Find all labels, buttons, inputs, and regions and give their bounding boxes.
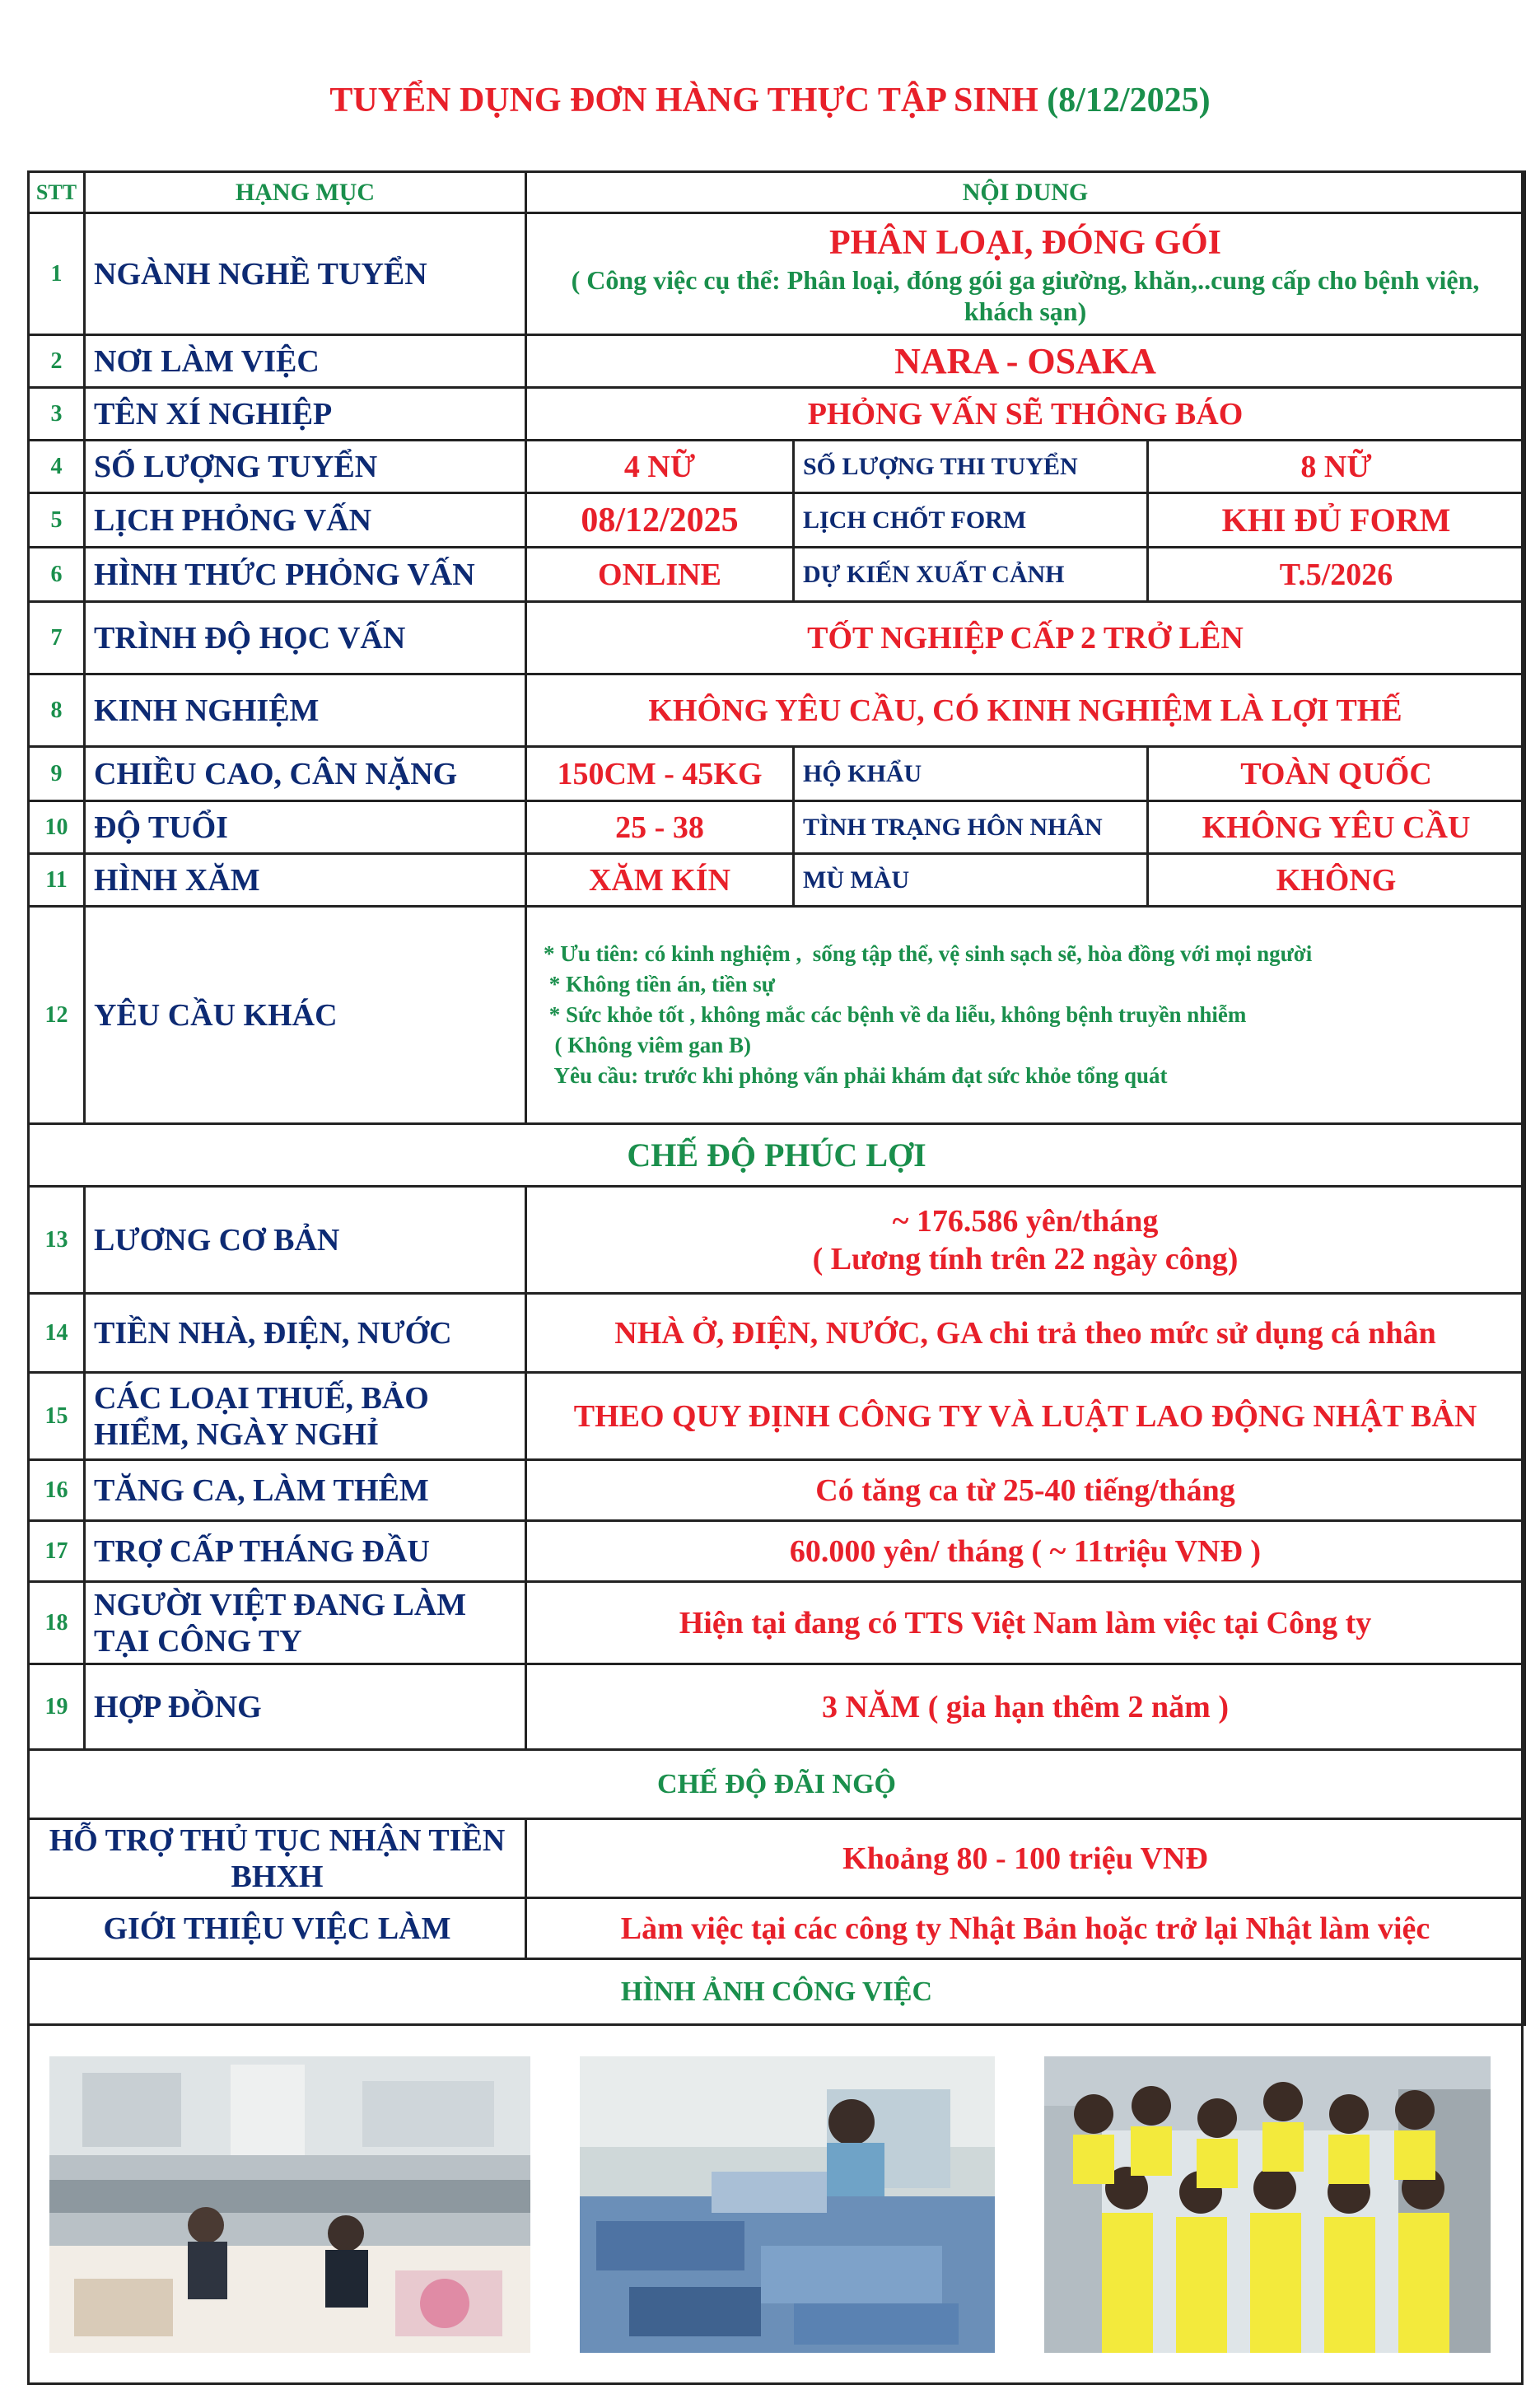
job-title: PHÂN LOẠI, ĐÓNG GÓI xyxy=(828,223,1222,262)
benefit-label: HỖ TRỢ THỦ TỤC NHẬN TIỀN BHXH xyxy=(29,1819,526,1898)
salary-amount: ~ 176.586 yên/tháng xyxy=(892,1203,1159,1239)
row-stt: 14 xyxy=(29,1294,85,1373)
header-stt: STT xyxy=(29,172,85,213)
row-value xyxy=(526,213,1525,335)
row-subvalue: KHI ĐỦ FORM xyxy=(1148,493,1525,548)
row-sublabel: HỘ KHẨU xyxy=(794,747,1148,801)
row-value: 25 - 38 xyxy=(526,801,794,854)
row-value xyxy=(526,1187,1525,1294)
table-row xyxy=(29,213,1525,335)
table-row xyxy=(29,441,1525,493)
row-label: YÊU CẦU KHÁC xyxy=(85,907,526,1124)
table-row xyxy=(29,1819,1525,1898)
row-stt: 7 xyxy=(29,602,85,674)
table-row xyxy=(29,1460,1525,1521)
row-value: 60.000 yên/ tháng ( ~ 11triệu VNĐ ) xyxy=(526,1521,1525,1582)
team-photo xyxy=(1044,2056,1491,2353)
table-row xyxy=(29,1294,1525,1373)
row-label: TÊN XÍ NGHIỆP xyxy=(85,388,526,441)
row-label: CÁC LOẠI THUẾ, BẢO HIỂM, NGÀY NGHỈ xyxy=(85,1373,526,1460)
row-label: ĐỘ TUỔI xyxy=(85,801,526,854)
row-stt: 1 xyxy=(29,213,85,335)
section-photos: HÌNH ẢNH CÔNG VIỆC xyxy=(29,1959,1525,2025)
table-row xyxy=(29,1582,1525,1664)
row-label: HÌNH XĂM xyxy=(85,854,526,907)
row-value: KHÔNG YÊU CẦU, CÓ KINH NGHIỆM LÀ LỢI THẾ xyxy=(526,674,1525,747)
row-label: CHIỀU CAO, CÂN NẶNG xyxy=(85,747,526,801)
row-stt: 16 xyxy=(29,1460,85,1521)
row-subvalue: KHÔNG xyxy=(1148,854,1525,907)
row-value: NHÀ Ở, ĐIỆN, NƯỚC, GA chi trả theo mức sử dụng cá nhân xyxy=(526,1294,1525,1373)
title-date: (8/12/2025) xyxy=(1047,82,1211,119)
benefit-value: Làm việc tại các công ty Nhật Bản hoặc trở lại Nhật làm việc xyxy=(526,1898,1525,1959)
row-stt: 2 xyxy=(29,335,85,388)
benefit-value: Khoảng 80 - 100 triệu VNĐ xyxy=(526,1819,1525,1898)
row-sublabel: DỰ KIẾN XUẤT CẢNH xyxy=(794,548,1148,602)
row-value: Có tăng ca từ 25-40 tiếng/tháng xyxy=(526,1460,1525,1521)
row-stt: 15 xyxy=(29,1373,85,1460)
table-row xyxy=(29,854,1525,907)
table-row xyxy=(29,1521,1525,1582)
section-row xyxy=(29,1124,1525,1187)
table-row xyxy=(29,907,1525,1124)
row-stt: 4 xyxy=(29,441,85,493)
row-stt: 13 xyxy=(29,1187,85,1294)
recruitment-table xyxy=(27,170,1526,2026)
row-value: XĂM KÍN xyxy=(526,854,794,907)
title-main: TUYỂN DỤNG ĐƠN HÀNG THỰC TẬP SINH xyxy=(329,82,1038,119)
row-label: HỢP ĐỒNG xyxy=(85,1664,526,1750)
row-value: ONLINE xyxy=(526,548,794,602)
benefit-label: GIỚI THIỆU VIỆC LÀM xyxy=(29,1898,526,1959)
requirement-line: * Sức khỏe tốt , không mắc các bệnh về da liễu, không bệnh truyền nhiễm xyxy=(544,1002,1247,1027)
header-content: NỘI DUNG xyxy=(526,172,1525,213)
requirement-line: ( Không viêm gan B) xyxy=(544,1033,752,1057)
row-subvalue: KHÔNG YÊU CẦU xyxy=(1148,801,1525,854)
row-sublabel: TÌNH TRẠNG HÔN NHÂN xyxy=(794,801,1148,854)
table-row xyxy=(29,674,1525,747)
row-stt: 10 xyxy=(29,801,85,854)
table-row xyxy=(29,335,1525,388)
table-row xyxy=(29,1664,1525,1750)
row-value: THEO QUY ĐỊNH CÔNG TY VÀ LUẬT LAO ĐỘNG NHẬT BẢN xyxy=(526,1373,1525,1460)
row-label: NƠI LÀM VIỆC xyxy=(85,335,526,388)
row-label: LƯƠNG CƠ BẢN xyxy=(85,1187,526,1294)
row-subvalue: 8 NỮ xyxy=(1148,441,1525,493)
row-stt: 11 xyxy=(29,854,85,907)
row-stt: 18 xyxy=(29,1582,85,1664)
row-sublabel: SỐ LƯỢNG THI TUYỂN xyxy=(794,441,1148,493)
table-row xyxy=(29,1373,1525,1460)
row-value: 4 NỮ xyxy=(526,441,794,493)
table-row xyxy=(29,1187,1525,1294)
requirement-line: * Không tiền án, tiền sự xyxy=(544,972,775,996)
row-label: TRÌNH ĐỘ HỌC VẤN xyxy=(85,602,526,674)
other-requirements xyxy=(526,907,1525,1124)
row-label: SỐ LƯỢNG TUYỂN xyxy=(85,441,526,493)
row-label: HÌNH THỨC PHỎNG VẤN xyxy=(85,548,526,602)
row-label: TĂNG CA, LÀM THÊM xyxy=(85,1460,526,1521)
table-row xyxy=(29,548,1525,602)
row-stt: 9 xyxy=(29,747,85,801)
row-label: NGƯỜI VIỆT ĐANG LÀM TẠI CÔNG TY xyxy=(85,1582,526,1664)
row-stt: 5 xyxy=(29,493,85,548)
table-row xyxy=(29,747,1525,801)
row-value: Hiện tại đang có TTS Việt Nam làm việc tại Công ty xyxy=(526,1582,1525,1664)
row-label: TIỀN NHÀ, ĐIỆN, NƯỚC xyxy=(85,1294,526,1373)
row-label: KINH NGHIỆM xyxy=(85,674,526,747)
row-subvalue: T.5/2026 xyxy=(1148,548,1525,602)
table-row xyxy=(29,1898,1525,1959)
row-stt: 8 xyxy=(29,674,85,747)
row-label: TRỢ CẤP THÁNG ĐẦU xyxy=(85,1521,526,1582)
work-photos xyxy=(49,2056,1491,2353)
row-value: PHỎNG VẤN SẼ THÔNG BÁO xyxy=(526,388,1525,441)
section-welfare: CHẾ ĐỘ PHÚC LỢI xyxy=(29,1124,1525,1187)
table-header-row xyxy=(29,172,1525,213)
row-value: 150CM - 45KG xyxy=(526,747,794,801)
salary-detail: ( Lương tính trên 22 ngày công) xyxy=(812,1241,1239,1276)
row-stt: 19 xyxy=(29,1664,85,1750)
row-value: 3 NĂM ( gia hạn thêm 2 năm ) xyxy=(526,1664,1525,1750)
row-label: NGÀNH NGHỀ TUYỂN xyxy=(85,213,526,335)
row-label: LỊCH PHỎNG VẤN xyxy=(85,493,526,548)
row-sublabel: LỊCH CHỐT FORM xyxy=(794,493,1148,548)
page-title xyxy=(0,81,1540,120)
row-stt: 12 xyxy=(29,907,85,1124)
table-row xyxy=(29,801,1525,854)
requirement-line: * Ưu tiên: có kinh nghiệm , sống tập thể, vệ sinh sạch sẽ, hòa đồng với mọi người xyxy=(544,941,1313,966)
table-row xyxy=(29,493,1525,548)
row-subvalue: TOÀN QUỐC xyxy=(1148,747,1525,801)
table-row xyxy=(29,388,1525,441)
header-category: HẠNG MỤC xyxy=(85,172,526,213)
job-detail: ( Công việc cụ thể: Phân loại, đóng gói ga giường, khăn,..cung cấp cho bệnh viện, khách sạn) xyxy=(571,264,1480,326)
section-row xyxy=(29,1959,1525,2025)
row-stt: 6 xyxy=(29,548,85,602)
sorting-photo xyxy=(580,2056,995,2353)
requirement-line: Yêu cầu: trước khi phỏng vấn phải khám đạt sức khỏe tổng quát xyxy=(544,1063,1168,1088)
factory-photo xyxy=(49,2056,530,2353)
row-sublabel: MÙ MÀU xyxy=(794,854,1148,907)
row-value: TỐT NGHIỆP CẤP 2 TRỞ LÊN xyxy=(526,602,1525,674)
row-stt: 17 xyxy=(29,1521,85,1582)
section-benefits: CHẾ ĐỘ ĐÃI NGỘ xyxy=(29,1750,1525,1819)
row-stt: 3 xyxy=(29,388,85,441)
row-value: 08/12/2025 xyxy=(526,493,794,548)
row-value: NARA - OSAKA xyxy=(526,335,1525,388)
table-row xyxy=(29,602,1525,674)
section-row xyxy=(29,1750,1525,1819)
